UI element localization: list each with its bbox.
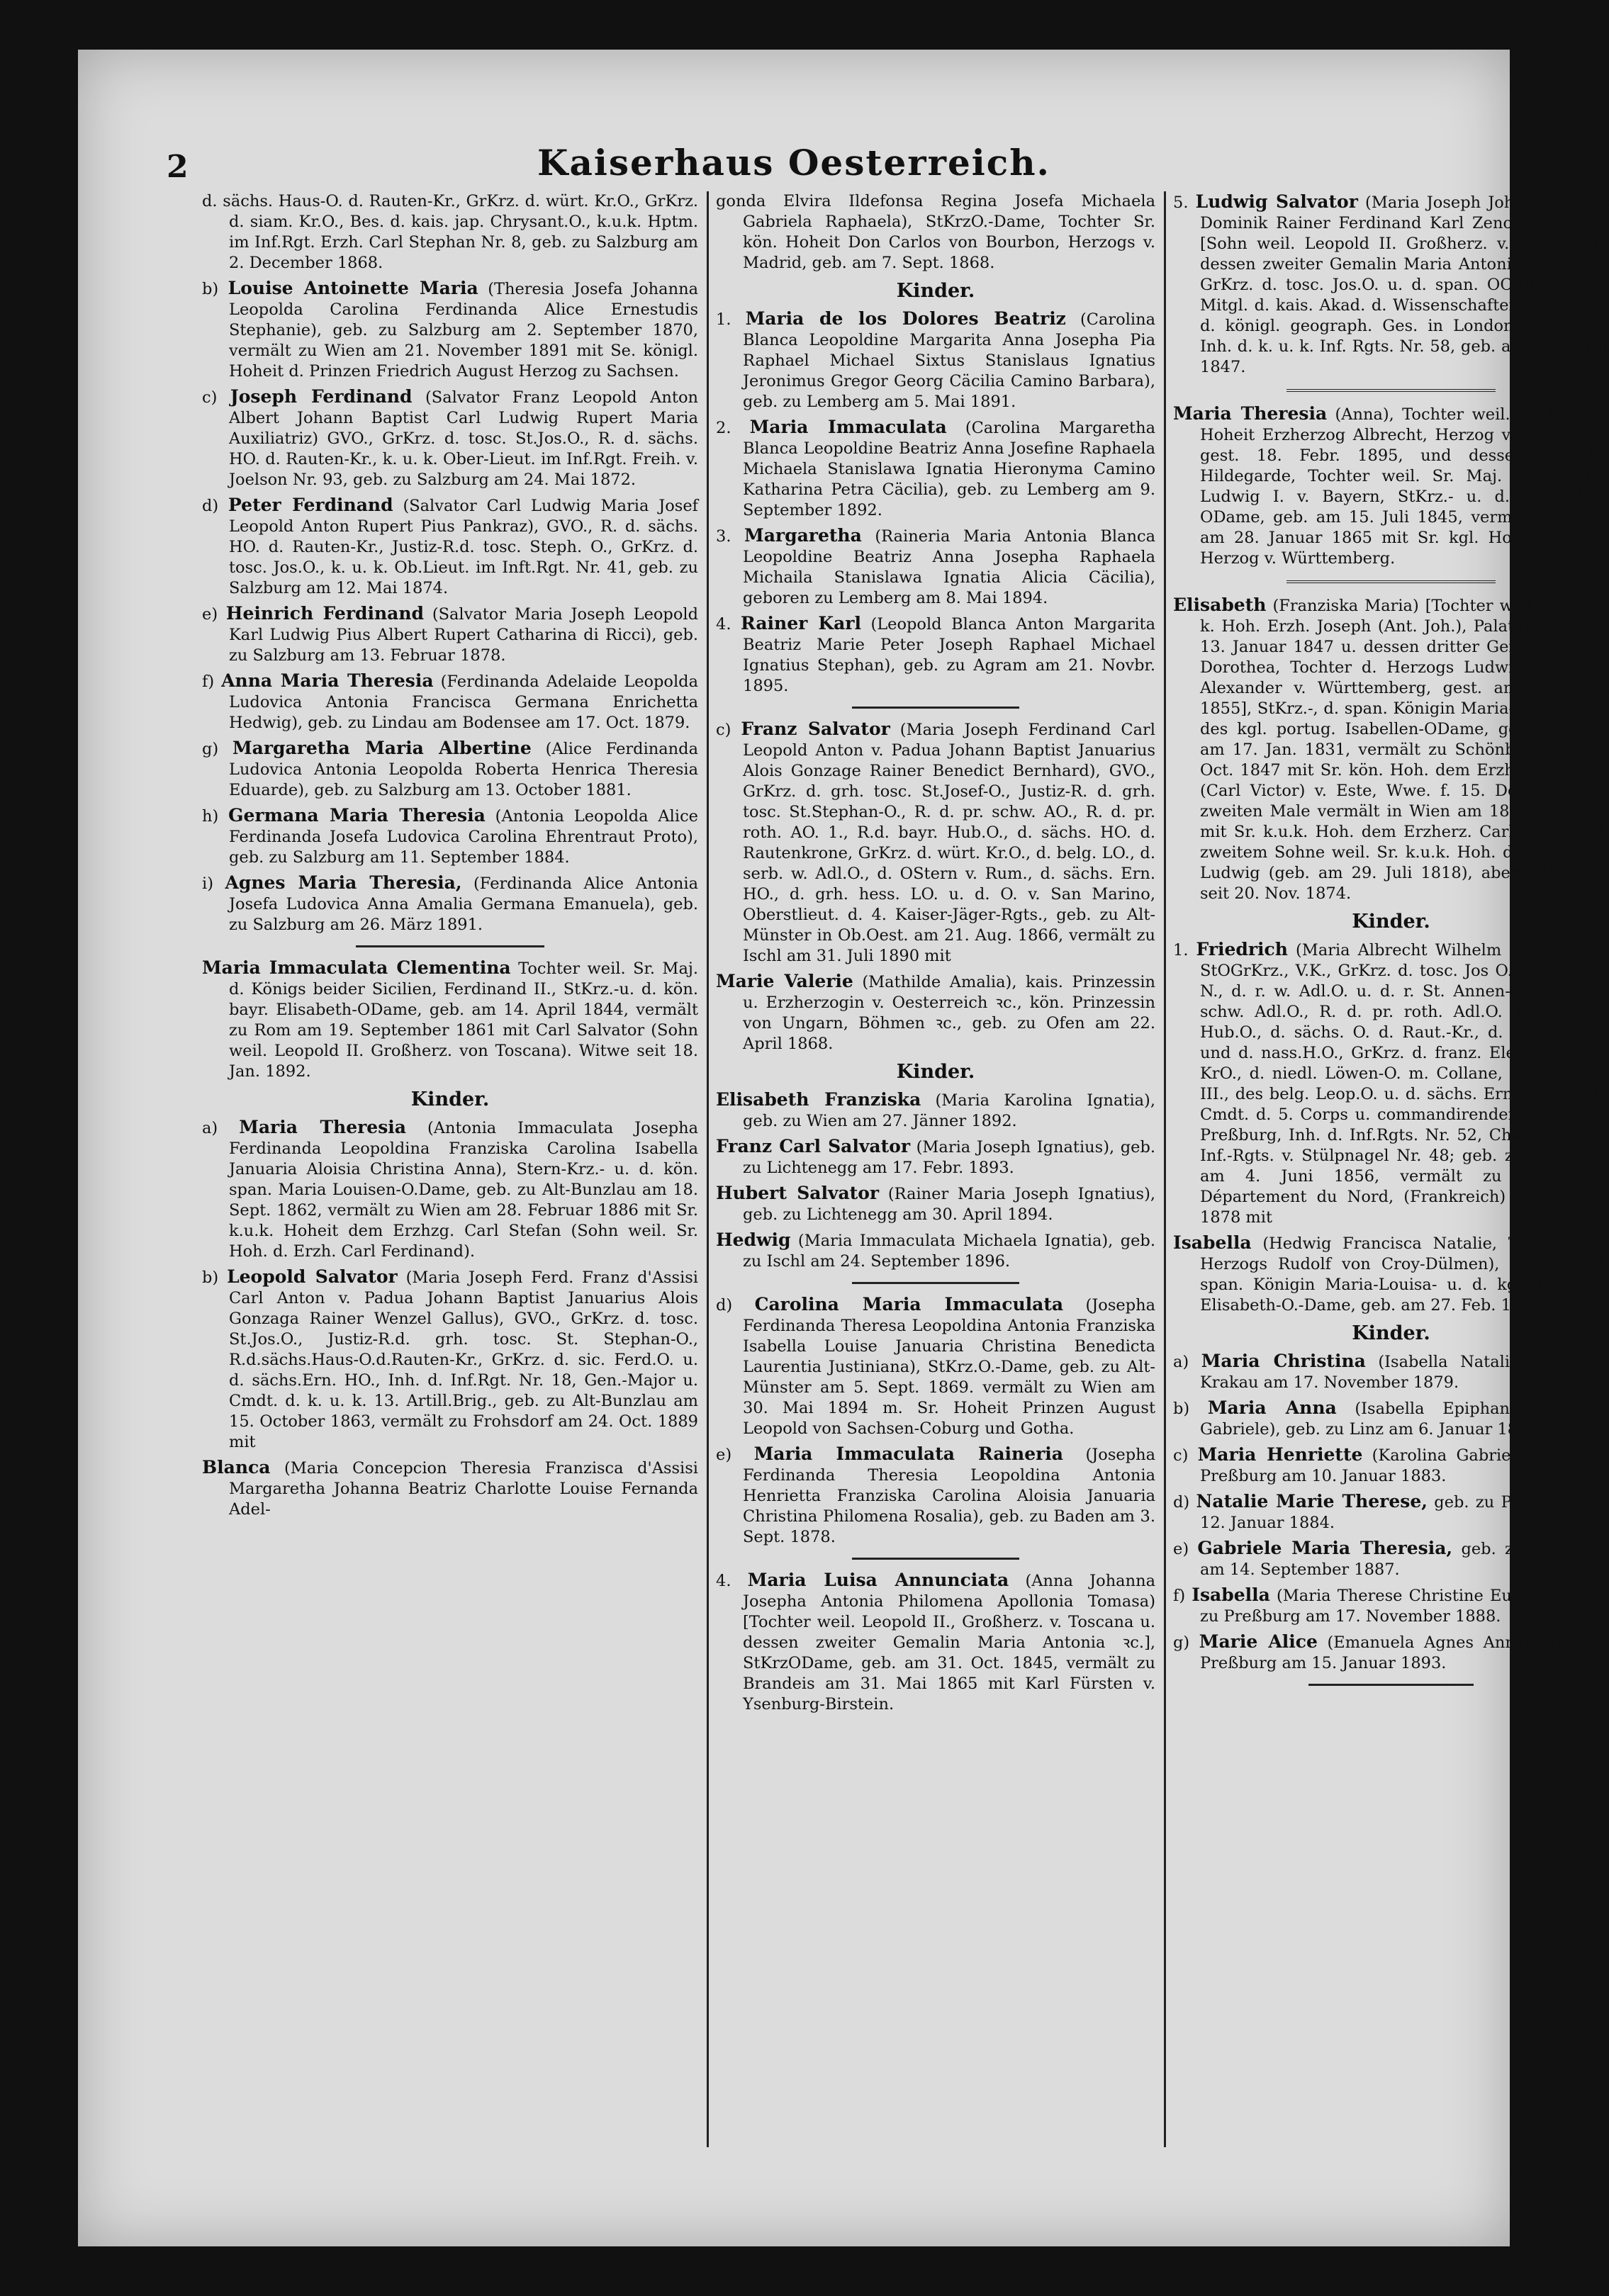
entry-text: (Maria Joseph Johann Baptist Dominik Rainer Ferdinand Karl Zenobius Anton) [Sohn weil. Leopold II. Großherz. v. Toscana u. dessen zweiter Gemalin Maria Antonia ꝛc.] GVO., GrKrz. d. tosc. Jos.O. u. d. span. OC.III., Ehren-Mitgl. d. kais. Akad. d. Wissenschaften in Wien u. d. königl. geograph. Ges. in London, Oberst u. Inh. d. k. u. k. Inf. Rgts. Nr. 58, geb. am 4. August 1847. <box>1200 193 1609 376</box>
entry-marker: d) <box>1173 1493 1190 1512</box>
entry-text: geb. zu Preßburg am 14. September 1887. <box>1200 1540 1609 1579</box>
entry-text: (Maria Joseph Ferd. Franz d'Assisi Carl Anton v. Padua Johann Baptist Januarius Alois Gonzaga Rainer Wenzel Gallus), GVO., GrKrz. d. tosc. St.Jos.O., Justiz-R.d. grh. tosc. St. Stephan-O., R.d.sächs.Haus-O.d.Rauten-Kr., GrKrz. d. sic. Ferd.O. u. d. sächs.Ern. HO., Inh. d. Inf.Rgt. Nr. 18, Gen.-Major u. Cmdt. d. k. u. k. 13. Artill.Brig., geb. zu Alt-Bunzlau am 15. October 1863, vermält zu Frohsdorf am 24. Oct. 1889 mit <box>229 1268 699 1451</box>
person-name: Ludwig Salvator <box>1195 191 1358 212</box>
genealogy-entry <box>716 719 1155 967</box>
children-heading: Kinder. <box>1352 911 1430 933</box>
genealogy-entry <box>202 872 698 935</box>
genealogy-entry <box>716 1570 1155 1715</box>
genealogy-entry <box>202 1457 698 1520</box>
running-head: Kaiserhaus Oesterreich. <box>537 142 1050 184</box>
entry-text: (Carolina Margaretha Blanca Leopoldine Beatriz Anna Josefine Raphaela Michaela Stanislawa Ignatia Hieronyma Camino Katharina Petra Cäcilia), geb. zu Lemberg am 9. September 1892. <box>743 419 1155 519</box>
entry-text: (Salvator Maria Joseph Leopold Karl Ludwig Pius Albert Rupert Catharina di Ricci), geb. zu Salzburg am 13. Februar 1878. <box>229 605 698 665</box>
entry-text: (Hedwig Francisca Natalie, Tochter des Herzogs Rudolf von Croy-Dülmen), StKrzO.-, d. span. Königin Maria-Louisa- u. d. kgl. bayr. St. Elisabeth-O.-Dame, geb. am 27. Feb. 1856. <box>1200 1234 1609 1315</box>
entry-marker: c) <box>202 388 218 407</box>
person-name: Hubert Salvator <box>716 1183 880 1203</box>
entry-marker: a) <box>202 1119 218 1137</box>
entry-text: (Antonia Immaculata Josepha Ferdinanda Leopoldina Franziska Carolina Isabella Januaria Aloisia Christina Anna), Stern-Krz.- u. d. kön. span. Maria Louisen-O.Dame, geb. zu Alt-Bunzlau am 18. Sept. 1862, vermält zu Wien am 28. Februar 1886 mit Sr. k.u.k. Hoheit dem Erzhzg. Carl Stefan (Sohn weil. Sr. Hoh. d. Erzh. Carl Ferdinand). <box>229 1119 699 1261</box>
entry-marker: g) <box>1173 1633 1190 1652</box>
person-name: Maria Theresia <box>239 1117 406 1137</box>
person-name: Heinrich Ferdinand <box>225 603 424 624</box>
entry-text: (Anna Johanna Josepha Antonia Philomena Apollonia Tomasa) [Tochter weil. Leopold II., Großherz. v. Toscana u. dessen zweiter Gemalin Maria Antonia ꝛc.], StKrzODame, geb. am 31. Oct. 1845, vermält zu Brandeis am 31. Mai 1865 mit Karl Fürsten v. Ysenburg-Birstein. <box>743 1572 1155 1713</box>
person-name: Margaretha Maria Albertine <box>232 738 532 758</box>
entry-text: (Carolina Blanca Leopoldine Margarita Anna Josepha Pia Raphael Michael Sixtus Stanislaus Ignatius Jeronimus Gregor Georg Cäcilia Camino Barbara), geb. zu Lemberg am 5. Mai 1891. <box>743 310 1156 411</box>
entry-text: (Maria Concepcion Theresia Franzisca d'Assisi Margaretha Johanna Beatriz Charlotte Louise Fernanda Adel- <box>229 1459 698 1519</box>
page-number: 2 <box>167 149 189 185</box>
person-name: Isabella <box>1192 1585 1270 1605</box>
entry-text: (Ferdinanda Alice Antonia Josefa Ludovica Anna Amalia Germana Emanuela), geb. zu Salzburg am 26. März 1891. <box>229 874 699 934</box>
entry-marker: c) <box>1173 1446 1189 1465</box>
entry-text: geb. zu Preßburg am 12. Januar 1884. <box>1200 1493 1609 1532</box>
person-name: Germana Maria Theresia <box>228 805 486 826</box>
person-name: Hedwig <box>716 1229 791 1250</box>
entry-text: (Franziska Maria) [Tochter weil. Sr. k. u. k. Hoh. Erzh. Joseph (Ant. Joh.), Palatin ꝛc., gest. 13. Januar 1847 u. dessen dritter Gemalin Maria Dorothea, Tochter d. Herzogs Ludwig Friedrich Alexander v. Württemberg, gest. am 30. März 1855], StKrz.-, d. span. Königin Maria-Louisa- und des kgl. portug. Isabellen-ODame, geb. zu Ofen am 17. Jan. 1831, vermält zu Schönbrunn am 4. Oct. 1847 mit Sr. kön. Hoh. dem Erzh. Ferdinand (Carl Victor) v. Este, Wwe. f. 15. Dec. 1849, z. zweiten Male vermält in Wien am 18. April 1854 mit Sr. k.u.k. Hoh. dem Erzherz. Carl Ferdinand, zweitem Sohne weil. Sr. k.u.k. Hoh. d. Erzh. Carl Ludwig (geb. am 29. Juli 1818), abermals Wwe. seit 20. Nov. 1874. <box>1200 597 1609 903</box>
genealogy-entry <box>202 957 698 1082</box>
entry-text: (Raineria Maria Antonia Blanca Leopoldine Beatriz Anna Josepha Raphaela Michaila Stanislawa Ignatia Alicia Cäcilia), geboren zu Lemberg am 8. Mai 1894. <box>743 527 1155 607</box>
entry-marker: 4. <box>716 1572 731 1590</box>
person-name: Louise Antoinette Maria <box>228 278 478 298</box>
entry-marker: b) <box>202 280 219 298</box>
entry-marker: e) <box>1173 1540 1189 1558</box>
genealogy-entry <box>716 971 1155 1054</box>
entry-text: (Isabella Natalie), geb. zu Krakau am 17. November 1879. <box>1200 1353 1609 1392</box>
person-name: Maria Immaculata Clementina <box>202 957 511 978</box>
column-left <box>202 191 698 2161</box>
person-name: Elisabeth Franziska <box>716 1089 921 1110</box>
genealogy-entry <box>716 613 1155 697</box>
entry-text: (Karolina Gabriele), geb. zu Preßburg am 10. Januar 1883. <box>1200 1446 1609 1485</box>
entry-text: (Maria Therese Christine Eugenie), geb. zu Preßburg am 17. November 1888. <box>1200 1587 1609 1626</box>
entry-text: Tochter weil. Sr. Maj. d. Königs beider Sicilien, Ferdinand II., StKrz.-u. d. kön. bayr. Elisabeth-ODame, geb. am 14. April 1844, vermält zu Rom am 19. September 1861 mit Carl Salvator (Sohn weil. Leopold II. Großherz. von Toscana). Witwe seit 18. Jan. 1892. <box>229 960 698 1081</box>
section-separator <box>852 1282 1019 1284</box>
genealogy-entry <box>202 1266 698 1453</box>
genealogy-entry <box>202 278 698 382</box>
person-name: Isabella <box>1173 1232 1252 1253</box>
entry-marker: g) <box>202 740 219 758</box>
person-name: Maria Christina <box>1201 1351 1366 1371</box>
entry-text: (Salvator Franz Leopold Anton Albert Johann Baptist Carl Ludwig Rupert Maria Auxiliatriz) GVO., GrKrz. d. tosc. St.Jos.O., R. d. sächs. HO. d. Rauten-Kr., k. u. k. Ober-Lieut. im Inf.Rgt. Freih. v. Joelson Nr. 93, geb. zu Salzburg am 24. Mai 1872. <box>229 388 699 489</box>
almanac-page <box>78 50 1609 2246</box>
person-name: Marie Alice <box>1199 1631 1318 1652</box>
entry-marker: 2. <box>716 419 731 437</box>
entry-marker: b) <box>202 1268 219 1287</box>
genealogy-entry <box>1173 1397 1609 1440</box>
entry-marker: 1. <box>716 310 731 329</box>
column-middle <box>716 191 1155 2161</box>
entry-marker: e) <box>202 605 218 624</box>
entry-text: (Josepha Ferdinanda Theresa Leopoldina Antonia Franziska Isabella Louise Januaria Christina Benedicta Laurentia Justiniana), StKrz.O.-Dame, geb. zu Alt-Münster am 5. Sept. 1869. vermält zu Wien am 30. Mai 1894 m. Sr. Hoheit Prinzen August Leopold von Sachsen-Coburg und Gotha. <box>743 1296 1155 1438</box>
entry-marker: 1. <box>1173 941 1189 960</box>
person-name: Franz Salvator <box>741 719 890 739</box>
entry-text: (Ferdinanda Adelaide Leopolda Ludovica Antonia Francisca Germana Enrichetta Hedwig), geb. zu Lindau am Bodensee am 17. Oct. 1879. <box>229 673 698 732</box>
column-divider <box>707 191 709 2147</box>
entry-text: d. sächs. Haus-O. d. Rauten-Kr., GrKrz. d. würt. Kr.O., GrKrz. d. siam. Kr.O., Bes. d. kais. jap. Chrysant.O., k.u.k. Hptm. im Inf.Rgt. Erzh. Carl Stephan Nr. 8, geb. zu Salzburg am 2. December 1868. <box>202 192 698 272</box>
person-name: Maria de los Dolores Beatriz <box>745 308 1066 329</box>
entry-text: (Anna), Tochter weil. Sr. k. u. k. Hoheit Erzherzog Albrecht, Herzog von Teschen, gest. 18. Febr. 1895, und dessen Gemalin Hildegarde, Tochter weil. Sr. Maj. des Königs Ludwig I. v. Bayern, StKrz.- u. d.würt. Olga-ODame, geb. am 15. Juli 1845, vermält zu Wien am 28. Januar 1865 mit Sr. kgl. Hoheit Philipp Herzog v. Württemberg. <box>1200 405 1609 568</box>
section-separator <box>852 707 1019 709</box>
person-name: Marie Valerie <box>716 971 853 991</box>
genealogy-entry <box>1173 595 1609 904</box>
person-name: Friedrich <box>1196 939 1288 960</box>
genealogy-entry <box>1173 1491 1609 1534</box>
genealogy-entry <box>716 1136 1155 1178</box>
genealogy-entry <box>1173 403 1609 569</box>
entry-text: (Mathilde Amalia), kais. Prinzessin u. Erzherzogin v. Oesterreich ꝛc., kön. Prinzessin von Ungarn, Böhmen ꝛc., geb. zu Ofen am 22. April 1868. <box>743 973 1155 1053</box>
entry-text: (Antonia Leopolda Alice Ferdinanda Josefa Ludovica Carolina Ehrentraut Proto), geb. zu Salzburg am 11. September 1884. <box>229 807 698 867</box>
entry-marker: d) <box>716 1296 733 1315</box>
genealogy-entry <box>716 1294 1155 1439</box>
continued-text <box>716 191 1155 274</box>
genealogy-entry <box>716 417 1155 521</box>
person-name: Peter Ferdinand <box>228 495 393 515</box>
entry-text: (Maria Albrecht Wilhelm Carl), GVO., StOGrKrz., V.K., GrKrz. d. tosc. Jos O., d. r. Alex.-N., d. r. w. Adl.O. u. d. r. St. Annen-O. 1., d. pr. schw. Adl.O., R. d. pr. roth. Adl.O. 1., d. bayr. Hub.O., d. sächs. O. d. Raut.-Kr., d. dän. Elef.O. und d. nass.H.O., GrKrz. d. franz. Eleg., d. würt. KrO., d. niedl. Löwen-O. m. Collane, d. span. OC III., des belg. Leop.O. u. d. sächs. Ern.HO., FZM., Cmdt. d. 5. Corps u. commandirender General in Preßburg, Inh. d. Inf.Rgts. Nr. 52, Chef d. preuß. Inf.-Rgts. v. Stülpnagel Nr. 48; geb. zu Seelowitz am 4. Juni 1856, vermält zu Hermitage Département du Nord, (Frankreich) am 8. Oct. 1878 mit <box>1200 941 1609 1227</box>
genealogy-entry <box>202 1117 698 1262</box>
genealogy-entry <box>202 805 698 868</box>
section-separator <box>356 945 544 947</box>
entry-text: (Josepha Ferdinanda Theresia Leopoldina Antonia Henrietta Franziska Carolina Aloisia Januaria Christina Philomena Rosalia), geb. zu Baden am 3. Sept. 1878. <box>743 1446 1156 1546</box>
person-name: Maria Henriette <box>1197 1444 1363 1465</box>
entry-marker: 5. <box>1173 193 1189 212</box>
entry-text: (Maria Immaculata Michaela Ignatia), geb. zu Ischl am 24. September 1896. <box>743 1232 1155 1271</box>
entry-marker: b) <box>1173 1400 1190 1418</box>
person-name: Elisabeth <box>1173 595 1267 615</box>
person-name: Maria Immaculata <box>749 417 947 437</box>
person-name: Gabriele Maria Theresia, <box>1197 1538 1453 1558</box>
genealogy-entry <box>716 1444 1155 1548</box>
genealogy-entry <box>716 525 1155 609</box>
genealogy-entry <box>202 386 698 490</box>
genealogy-entry <box>716 1089 1155 1132</box>
entry-marker: f) <box>202 673 215 691</box>
entry-text: (Maria Joseph Ferdinand Carl Leopold Anton v. Padua Johann Baptist Januarius Alois Gonzage Rainer Benedict Bernhard), GVO., GrKrz. d. grh. tosc. St.Josef-O., Justiz-R. d. grh. tosc. St.Stephan-O., R. d. pr. schw. AO., R. d. pr. roth. AO. 1., R.d. bayr. Hub.O., d. sächs. HO. d. Rautenkrone, GrKrz. d. würt. Kr.O., d. belg. LO., d. serb. w. Adl.O., d. OStern v. Rum., d. sächs. Ern. HO., d. grh. hess. LO. u. d. O. v. San Marino, Oberstlieut. d. 4. Kaiser-Jäger-Rgts., geb. zu Alt-Münster in Ob.Oest. am 21. Aug. 1866, vermält zu Ischl am 31. Juli 1890 mit <box>743 721 1155 965</box>
entry-text: (Maria Karolina Ignatia), geb. zu Wien am 27. Jänner 1892. <box>743 1091 1155 1130</box>
entry-marker: d) <box>202 497 219 515</box>
entry-text: (Theresia Josefa Johanna Leopolda Carolina Ferdinanda Alice Ernestudis Stephanie), geb. zu Salzburg am 2. September 1870, vermält zu Wien am 21. November 1891 mit Se. königl. Hoheit d. Prinzen Friedrich August Herzog zu Sachsen. <box>229 280 698 381</box>
person-name: Agnes Maria Theresia, <box>225 872 462 893</box>
genealogy-entry <box>1173 1351 1609 1393</box>
person-name: Rainer Karl <box>740 613 861 634</box>
ornamental-rule <box>1286 389 1496 392</box>
ornamental-rule <box>1286 580 1496 583</box>
genealogy-entry <box>1173 1631 1609 1674</box>
entry-marker: e) <box>716 1446 732 1464</box>
entry-marker: f) <box>1173 1587 1186 1605</box>
genealogy-entry <box>1173 1444 1609 1487</box>
genealogy-entry <box>1173 939 1609 1228</box>
genealogy-entry <box>1173 1585 1609 1627</box>
entry-marker: a) <box>1173 1353 1189 1371</box>
person-name: Maria Theresia <box>1173 403 1328 424</box>
children-heading: Kinder. <box>410 1088 490 1110</box>
person-name: Maria Luisa Annunciata <box>747 1570 1009 1590</box>
genealogy-entry <box>716 1229 1155 1272</box>
genealogy-entry <box>202 603 698 666</box>
column-divider <box>1164 191 1166 2147</box>
person-name: Margaretha <box>744 525 862 546</box>
person-name: Carolina Maria Immaculata <box>754 1294 1064 1315</box>
entry-text: (Maria Joseph Ignatius), geb. zu Lichtenegg am 17. Febr. 1893. <box>743 1138 1156 1177</box>
entry-marker: 4. <box>716 615 731 634</box>
genealogy-entry <box>1173 191 1609 378</box>
person-name: Joseph Ferdinand <box>230 386 413 407</box>
section-separator <box>1308 1684 1474 1686</box>
section-separator <box>852 1558 1019 1560</box>
genealogy-entry <box>716 308 1155 412</box>
entry-marker: c) <box>716 721 731 739</box>
person-name: Maria Immaculata Raineria <box>753 1444 1064 1464</box>
genealogy-entry <box>202 670 698 733</box>
entry-marker: h) <box>202 807 219 826</box>
genealogy-entry <box>202 738 698 801</box>
continued-text <box>202 191 698 274</box>
person-name: Natalie Marie Therese, <box>1196 1491 1428 1512</box>
genealogy-entry <box>1173 1232 1609 1316</box>
person-name: Blanca <box>202 1457 271 1478</box>
column-right <box>1173 191 1609 2161</box>
entry-text: (Leopold Blanca Anton Margarita Beatriz Marie Peter Joseph Raphael Michael Ignatius Stephan), geb. zu Agram am 21. Novbr. 1895. <box>743 615 1155 695</box>
person-name: Maria Anna <box>1207 1397 1337 1418</box>
person-name: Anna Maria Theresia <box>221 670 434 691</box>
children-heading: Kinder. <box>1352 1322 1430 1344</box>
entry-text: (Isabella Epiphania Eugenia Gabriele), geb. zu Linz am 6. Januar 1882. <box>1200 1400 1609 1439</box>
entry-marker: i) <box>202 874 213 893</box>
genealogy-entry <box>716 1183 1155 1225</box>
entry-text: (Alice Ferdinanda Ludovica Antonia Leopolda Roberta Henrica Theresia Eduarde), geb. zu Salzburg am 13. October 1881. <box>229 740 698 799</box>
entry-text: (Rainer Maria Joseph Ignatius), geb. zu Lichtenegg am 30. April 1894. <box>743 1185 1155 1224</box>
person-name: Leopold Salvator <box>227 1266 398 1287</box>
entry-marker: 3. <box>716 527 731 546</box>
genealogy-entry <box>202 495 698 599</box>
children-heading: Kinder. <box>896 280 975 302</box>
entry-text: (Salvator Carl Ludwig Maria Josef Leopold Anton Rupert Pius Pankraz), GVO., R. d. sächs. HO. d. Rauten-Kr., Justiz-R.d. tosc. Steph. O., GrKrz. d. tosc. Jos.O., k. u. k. Ob.Lieut. im Inft.Rgt. Nr. 41, geb. zu Salzburg am 12. Mai 1874. <box>229 497 698 597</box>
entry-text: gonda Elvira Ildefonsa Regina Josefa Michaela Gabriela Raphaela), StKrzO.-Dame, Tochter Sr. kön. Hoheit Don Carlos von Bourbon, Herzogs v. Madrid, geb. am 7. Sept. 1868. <box>716 192 1155 272</box>
person-name: Franz Carl Salvator <box>716 1136 910 1157</box>
entry-text: (Emanuela Agnes Anna), geb. zu Preßburg am 15. Januar 1893. <box>1200 1633 1609 1672</box>
genealogy-entry <box>1173 1538 1609 1580</box>
children-heading: Kinder. <box>896 1061 975 1083</box>
